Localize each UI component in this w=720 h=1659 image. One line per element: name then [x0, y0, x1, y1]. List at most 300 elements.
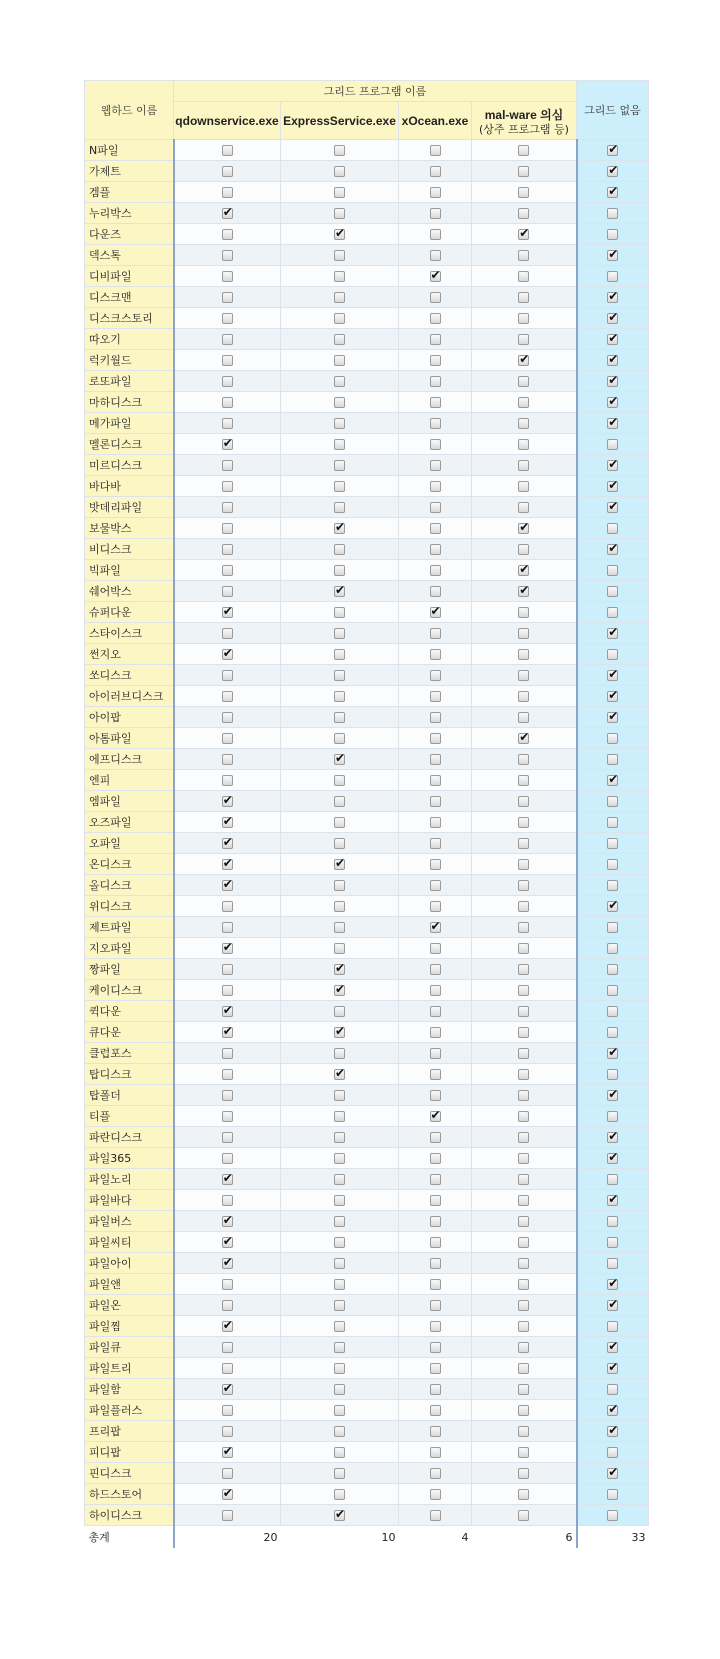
checked-checkbox[interactable]: [334, 523, 345, 534]
unchecked-checkbox[interactable]: [334, 439, 345, 450]
unchecked-checkbox[interactable]: [334, 1426, 345, 1437]
unchecked-checkbox[interactable]: [607, 649, 618, 660]
checked-checkbox[interactable]: [334, 859, 345, 870]
unchecked-checkbox[interactable]: [430, 943, 441, 954]
checked-checkbox[interactable]: [334, 964, 345, 975]
unchecked-checkbox[interactable]: [430, 796, 441, 807]
unchecked-checkbox[interactable]: [607, 229, 618, 240]
checked-checkbox[interactable]: [430, 271, 441, 282]
unchecked-checkbox[interactable]: [607, 1006, 618, 1017]
unchecked-checkbox[interactable]: [430, 817, 441, 828]
unchecked-checkbox[interactable]: [334, 1342, 345, 1353]
unchecked-checkbox[interactable]: [607, 1384, 618, 1395]
unchecked-checkbox[interactable]: [222, 544, 233, 555]
unchecked-checkbox[interactable]: [334, 502, 345, 513]
checked-checkbox[interactable]: [607, 1048, 618, 1059]
unchecked-checkbox[interactable]: [334, 922, 345, 933]
unchecked-checkbox[interactable]: [430, 376, 441, 387]
checked-checkbox[interactable]: [334, 1510, 345, 1521]
unchecked-checkbox[interactable]: [518, 985, 529, 996]
unchecked-checkbox[interactable]: [607, 796, 618, 807]
unchecked-checkbox[interactable]: [518, 313, 529, 324]
unchecked-checkbox[interactable]: [222, 1111, 233, 1122]
unchecked-checkbox[interactable]: [222, 292, 233, 303]
unchecked-checkbox[interactable]: [518, 1405, 529, 1416]
checked-checkbox[interactable]: [334, 1069, 345, 1080]
unchecked-checkbox[interactable]: [430, 481, 441, 492]
unchecked-checkbox[interactable]: [334, 649, 345, 660]
unchecked-checkbox[interactable]: [430, 1489, 441, 1500]
unchecked-checkbox[interactable]: [607, 1027, 618, 1038]
checked-checkbox[interactable]: [607, 1090, 618, 1101]
unchecked-checkbox[interactable]: [334, 292, 345, 303]
unchecked-checkbox[interactable]: [430, 733, 441, 744]
unchecked-checkbox[interactable]: [430, 1048, 441, 1059]
unchecked-checkbox[interactable]: [222, 901, 233, 912]
unchecked-checkbox[interactable]: [518, 838, 529, 849]
unchecked-checkbox[interactable]: [518, 859, 529, 870]
checked-checkbox[interactable]: [222, 649, 233, 660]
unchecked-checkbox[interactable]: [222, 334, 233, 345]
unchecked-checkbox[interactable]: [430, 1384, 441, 1395]
unchecked-checkbox[interactable]: [518, 691, 529, 702]
unchecked-checkbox[interactable]: [518, 1132, 529, 1143]
unchecked-checkbox[interactable]: [518, 376, 529, 387]
checked-checkbox[interactable]: [222, 607, 233, 618]
unchecked-checkbox[interactable]: [518, 880, 529, 891]
unchecked-checkbox[interactable]: [222, 481, 233, 492]
checked-checkbox[interactable]: [607, 187, 618, 198]
checked-checkbox[interactable]: [607, 334, 618, 345]
unchecked-checkbox[interactable]: [334, 775, 345, 786]
unchecked-checkbox[interactable]: [334, 1405, 345, 1416]
unchecked-checkbox[interactable]: [430, 1195, 441, 1206]
unchecked-checkbox[interactable]: [518, 754, 529, 765]
unchecked-checkbox[interactable]: [430, 649, 441, 660]
unchecked-checkbox[interactable]: [334, 397, 345, 408]
unchecked-checkbox[interactable]: [430, 838, 441, 849]
checked-checkbox[interactable]: [607, 145, 618, 156]
checked-checkbox[interactable]: [518, 355, 529, 366]
unchecked-checkbox[interactable]: [222, 271, 233, 282]
unchecked-checkbox[interactable]: [334, 880, 345, 891]
unchecked-checkbox[interactable]: [334, 1447, 345, 1458]
unchecked-checkbox[interactable]: [334, 271, 345, 282]
unchecked-checkbox[interactable]: [334, 460, 345, 471]
checked-checkbox[interactable]: [222, 1174, 233, 1185]
checked-checkbox[interactable]: [222, 943, 233, 954]
checked-checkbox[interactable]: [334, 985, 345, 996]
unchecked-checkbox[interactable]: [430, 1216, 441, 1227]
unchecked-checkbox[interactable]: [222, 712, 233, 723]
unchecked-checkbox[interactable]: [334, 376, 345, 387]
unchecked-checkbox[interactable]: [607, 880, 618, 891]
unchecked-checkbox[interactable]: [430, 1237, 441, 1248]
unchecked-checkbox[interactable]: [607, 943, 618, 954]
unchecked-checkbox[interactable]: [518, 796, 529, 807]
unchecked-checkbox[interactable]: [518, 1174, 529, 1185]
unchecked-checkbox[interactable]: [430, 565, 441, 576]
unchecked-checkbox[interactable]: [334, 208, 345, 219]
checked-checkbox[interactable]: [607, 1363, 618, 1374]
checked-checkbox[interactable]: [430, 607, 441, 618]
unchecked-checkbox[interactable]: [334, 1300, 345, 1311]
unchecked-checkbox[interactable]: [430, 544, 441, 555]
unchecked-checkbox[interactable]: [607, 1069, 618, 1080]
unchecked-checkbox[interactable]: [430, 1027, 441, 1038]
unchecked-checkbox[interactable]: [518, 1384, 529, 1395]
checked-checkbox[interactable]: [222, 1489, 233, 1500]
checked-checkbox[interactable]: [607, 1426, 618, 1437]
unchecked-checkbox[interactable]: [607, 1447, 618, 1458]
unchecked-checkbox[interactable]: [430, 187, 441, 198]
unchecked-checkbox[interactable]: [607, 1216, 618, 1227]
unchecked-checkbox[interactable]: [334, 418, 345, 429]
checked-checkbox[interactable]: [222, 859, 233, 870]
unchecked-checkbox[interactable]: [518, 1447, 529, 1458]
unchecked-checkbox[interactable]: [430, 1258, 441, 1269]
unchecked-checkbox[interactable]: [222, 1405, 233, 1416]
unchecked-checkbox[interactable]: [430, 418, 441, 429]
unchecked-checkbox[interactable]: [334, 1111, 345, 1122]
checked-checkbox[interactable]: [607, 460, 618, 471]
unchecked-checkbox[interactable]: [518, 607, 529, 618]
unchecked-checkbox[interactable]: [518, 1342, 529, 1353]
unchecked-checkbox[interactable]: [518, 460, 529, 471]
checked-checkbox[interactable]: [607, 1405, 618, 1416]
unchecked-checkbox[interactable]: [334, 901, 345, 912]
unchecked-checkbox[interactable]: [518, 1216, 529, 1227]
checked-checkbox[interactable]: [607, 481, 618, 492]
checked-checkbox[interactable]: [518, 229, 529, 240]
unchecked-checkbox[interactable]: [430, 355, 441, 366]
unchecked-checkbox[interactable]: [334, 1258, 345, 1269]
unchecked-checkbox[interactable]: [334, 1384, 345, 1395]
unchecked-checkbox[interactable]: [222, 1090, 233, 1101]
checked-checkbox[interactable]: [607, 1132, 618, 1143]
unchecked-checkbox[interactable]: [518, 208, 529, 219]
unchecked-checkbox[interactable]: [222, 1048, 233, 1059]
unchecked-checkbox[interactable]: [430, 1279, 441, 1290]
unchecked-checkbox[interactable]: [334, 250, 345, 261]
checked-checkbox[interactable]: [607, 901, 618, 912]
checked-checkbox[interactable]: [607, 502, 618, 513]
unchecked-checkbox[interactable]: [334, 145, 345, 156]
unchecked-checkbox[interactable]: [430, 439, 441, 450]
unchecked-checkbox[interactable]: [430, 985, 441, 996]
unchecked-checkbox[interactable]: [222, 1153, 233, 1164]
unchecked-checkbox[interactable]: [430, 670, 441, 681]
checked-checkbox[interactable]: [518, 586, 529, 597]
unchecked-checkbox[interactable]: [430, 334, 441, 345]
unchecked-checkbox[interactable]: [222, 964, 233, 975]
unchecked-checkbox[interactable]: [430, 586, 441, 597]
unchecked-checkbox[interactable]: [334, 733, 345, 744]
checked-checkbox[interactable]: [222, 1027, 233, 1038]
unchecked-checkbox[interactable]: [518, 628, 529, 639]
checked-checkbox[interactable]: [430, 922, 441, 933]
checked-checkbox[interactable]: [607, 397, 618, 408]
checked-checkbox[interactable]: [222, 1321, 233, 1332]
checked-checkbox[interactable]: [222, 880, 233, 891]
unchecked-checkbox[interactable]: [607, 1258, 618, 1269]
unchecked-checkbox[interactable]: [518, 943, 529, 954]
unchecked-checkbox[interactable]: [430, 1069, 441, 1080]
checked-checkbox[interactable]: [607, 628, 618, 639]
unchecked-checkbox[interactable]: [334, 670, 345, 681]
unchecked-checkbox[interactable]: [518, 292, 529, 303]
unchecked-checkbox[interactable]: [222, 691, 233, 702]
unchecked-checkbox[interactable]: [518, 166, 529, 177]
checked-checkbox[interactable]: [222, 1216, 233, 1227]
unchecked-checkbox[interactable]: [430, 1447, 441, 1458]
unchecked-checkbox[interactable]: [222, 985, 233, 996]
unchecked-checkbox[interactable]: [222, 523, 233, 534]
unchecked-checkbox[interactable]: [518, 271, 529, 282]
unchecked-checkbox[interactable]: [222, 166, 233, 177]
unchecked-checkbox[interactable]: [334, 1132, 345, 1143]
unchecked-checkbox[interactable]: [222, 922, 233, 933]
unchecked-checkbox[interactable]: [222, 670, 233, 681]
unchecked-checkbox[interactable]: [430, 1510, 441, 1521]
unchecked-checkbox[interactable]: [430, 1426, 441, 1437]
unchecked-checkbox[interactable]: [518, 145, 529, 156]
unchecked-checkbox[interactable]: [430, 460, 441, 471]
unchecked-checkbox[interactable]: [430, 901, 441, 912]
unchecked-checkbox[interactable]: [334, 313, 345, 324]
unchecked-checkbox[interactable]: [518, 1090, 529, 1101]
unchecked-checkbox[interactable]: [430, 775, 441, 786]
unchecked-checkbox[interactable]: [222, 754, 233, 765]
unchecked-checkbox[interactable]: [334, 1489, 345, 1500]
unchecked-checkbox[interactable]: [607, 859, 618, 870]
unchecked-checkbox[interactable]: [518, 649, 529, 660]
unchecked-checkbox[interactable]: [334, 838, 345, 849]
unchecked-checkbox[interactable]: [334, 1090, 345, 1101]
unchecked-checkbox[interactable]: [518, 922, 529, 933]
checked-checkbox[interactable]: [607, 313, 618, 324]
unchecked-checkbox[interactable]: [334, 166, 345, 177]
unchecked-checkbox[interactable]: [334, 1279, 345, 1290]
checked-checkbox[interactable]: [222, 1384, 233, 1395]
checked-checkbox[interactable]: [222, 1006, 233, 1017]
unchecked-checkbox[interactable]: [334, 1153, 345, 1164]
unchecked-checkbox[interactable]: [607, 1321, 618, 1332]
unchecked-checkbox[interactable]: [334, 1195, 345, 1206]
checked-checkbox[interactable]: [222, 838, 233, 849]
checked-checkbox[interactable]: [607, 1195, 618, 1206]
checked-checkbox[interactable]: [607, 376, 618, 387]
unchecked-checkbox[interactable]: [518, 670, 529, 681]
unchecked-checkbox[interactable]: [518, 1048, 529, 1059]
unchecked-checkbox[interactable]: [222, 1195, 233, 1206]
unchecked-checkbox[interactable]: [222, 145, 233, 156]
unchecked-checkbox[interactable]: [430, 1006, 441, 1017]
unchecked-checkbox[interactable]: [518, 901, 529, 912]
unchecked-checkbox[interactable]: [518, 187, 529, 198]
unchecked-checkbox[interactable]: [607, 1489, 618, 1500]
unchecked-checkbox[interactable]: [518, 1237, 529, 1248]
checked-checkbox[interactable]: [607, 1300, 618, 1311]
unchecked-checkbox[interactable]: [334, 1321, 345, 1332]
unchecked-checkbox[interactable]: [518, 1321, 529, 1332]
checked-checkbox[interactable]: [222, 208, 233, 219]
checked-checkbox[interactable]: [334, 754, 345, 765]
unchecked-checkbox[interactable]: [430, 1321, 441, 1332]
unchecked-checkbox[interactable]: [430, 1174, 441, 1185]
unchecked-checkbox[interactable]: [607, 271, 618, 282]
unchecked-checkbox[interactable]: [222, 586, 233, 597]
unchecked-checkbox[interactable]: [334, 628, 345, 639]
unchecked-checkbox[interactable]: [222, 1468, 233, 1479]
unchecked-checkbox[interactable]: [607, 754, 618, 765]
checked-checkbox[interactable]: [607, 418, 618, 429]
unchecked-checkbox[interactable]: [430, 1405, 441, 1416]
unchecked-checkbox[interactable]: [222, 1069, 233, 1080]
unchecked-checkbox[interactable]: [518, 817, 529, 828]
checked-checkbox[interactable]: [430, 1111, 441, 1122]
unchecked-checkbox[interactable]: [222, 775, 233, 786]
checked-checkbox[interactable]: [518, 733, 529, 744]
unchecked-checkbox[interactable]: [334, 481, 345, 492]
unchecked-checkbox[interactable]: [222, 460, 233, 471]
unchecked-checkbox[interactable]: [518, 1468, 529, 1479]
unchecked-checkbox[interactable]: [430, 628, 441, 639]
checked-checkbox[interactable]: [607, 1153, 618, 1164]
unchecked-checkbox[interactable]: [430, 166, 441, 177]
checked-checkbox[interactable]: [607, 1342, 618, 1353]
unchecked-checkbox[interactable]: [430, 313, 441, 324]
unchecked-checkbox[interactable]: [222, 355, 233, 366]
unchecked-checkbox[interactable]: [222, 1363, 233, 1374]
unchecked-checkbox[interactable]: [518, 1489, 529, 1500]
checked-checkbox[interactable]: [607, 712, 618, 723]
checked-checkbox[interactable]: [518, 565, 529, 576]
checked-checkbox[interactable]: [222, 796, 233, 807]
unchecked-checkbox[interactable]: [222, 1426, 233, 1437]
unchecked-checkbox[interactable]: [222, 1132, 233, 1143]
unchecked-checkbox[interactable]: [430, 691, 441, 702]
unchecked-checkbox[interactable]: [222, 733, 233, 744]
checked-checkbox[interactable]: [334, 229, 345, 240]
unchecked-checkbox[interactable]: [334, 1363, 345, 1374]
checked-checkbox[interactable]: [334, 586, 345, 597]
unchecked-checkbox[interactable]: [334, 1237, 345, 1248]
unchecked-checkbox[interactable]: [607, 565, 618, 576]
unchecked-checkbox[interactable]: [222, 313, 233, 324]
unchecked-checkbox[interactable]: [334, 691, 345, 702]
unchecked-checkbox[interactable]: [222, 250, 233, 261]
unchecked-checkbox[interactable]: [518, 1027, 529, 1038]
unchecked-checkbox[interactable]: [430, 1342, 441, 1353]
unchecked-checkbox[interactable]: [518, 1006, 529, 1017]
unchecked-checkbox[interactable]: [430, 712, 441, 723]
unchecked-checkbox[interactable]: [607, 1510, 618, 1521]
unchecked-checkbox[interactable]: [334, 544, 345, 555]
unchecked-checkbox[interactable]: [518, 397, 529, 408]
checked-checkbox[interactable]: [222, 1258, 233, 1269]
checked-checkbox[interactable]: [222, 1447, 233, 1458]
unchecked-checkbox[interactable]: [222, 1510, 233, 1521]
unchecked-checkbox[interactable]: [334, 943, 345, 954]
unchecked-checkbox[interactable]: [518, 1279, 529, 1290]
unchecked-checkbox[interactable]: [430, 397, 441, 408]
checked-checkbox[interactable]: [607, 691, 618, 702]
checked-checkbox[interactable]: [607, 670, 618, 681]
unchecked-checkbox[interactable]: [222, 1342, 233, 1353]
unchecked-checkbox[interactable]: [334, 187, 345, 198]
unchecked-checkbox[interactable]: [334, 1174, 345, 1185]
checked-checkbox[interactable]: [607, 250, 618, 261]
checked-checkbox[interactable]: [607, 775, 618, 786]
unchecked-checkbox[interactable]: [607, 922, 618, 933]
checked-checkbox[interactable]: [607, 1468, 618, 1479]
unchecked-checkbox[interactable]: [518, 1153, 529, 1164]
unchecked-checkbox[interactable]: [430, 292, 441, 303]
unchecked-checkbox[interactable]: [518, 502, 529, 513]
unchecked-checkbox[interactable]: [222, 565, 233, 576]
unchecked-checkbox[interactable]: [334, 1006, 345, 1017]
checked-checkbox[interactable]: [334, 1027, 345, 1038]
unchecked-checkbox[interactable]: [222, 376, 233, 387]
unchecked-checkbox[interactable]: [430, 250, 441, 261]
unchecked-checkbox[interactable]: [518, 1069, 529, 1080]
unchecked-checkbox[interactable]: [430, 859, 441, 870]
unchecked-checkbox[interactable]: [430, 754, 441, 765]
unchecked-checkbox[interactable]: [518, 1300, 529, 1311]
unchecked-checkbox[interactable]: [334, 712, 345, 723]
unchecked-checkbox[interactable]: [518, 775, 529, 786]
unchecked-checkbox[interactable]: [607, 208, 618, 219]
unchecked-checkbox[interactable]: [222, 418, 233, 429]
unchecked-checkbox[interactable]: [334, 1048, 345, 1059]
unchecked-checkbox[interactable]: [430, 502, 441, 513]
unchecked-checkbox[interactable]: [430, 1090, 441, 1101]
unchecked-checkbox[interactable]: [430, 1363, 441, 1374]
unchecked-checkbox[interactable]: [518, 964, 529, 975]
unchecked-checkbox[interactable]: [607, 985, 618, 996]
unchecked-checkbox[interactable]: [518, 1111, 529, 1122]
checked-checkbox[interactable]: [222, 439, 233, 450]
unchecked-checkbox[interactable]: [430, 1300, 441, 1311]
unchecked-checkbox[interactable]: [518, 481, 529, 492]
unchecked-checkbox[interactable]: [518, 250, 529, 261]
checked-checkbox[interactable]: [607, 544, 618, 555]
checked-checkbox[interactable]: [607, 292, 618, 303]
unchecked-checkbox[interactable]: [607, 838, 618, 849]
unchecked-checkbox[interactable]: [222, 628, 233, 639]
unchecked-checkbox[interactable]: [334, 817, 345, 828]
unchecked-checkbox[interactable]: [222, 397, 233, 408]
unchecked-checkbox[interactable]: [430, 1132, 441, 1143]
unchecked-checkbox[interactable]: [607, 439, 618, 450]
unchecked-checkbox[interactable]: [334, 1216, 345, 1227]
unchecked-checkbox[interactable]: [334, 355, 345, 366]
unchecked-checkbox[interactable]: [430, 880, 441, 891]
unchecked-checkbox[interactable]: [430, 1153, 441, 1164]
unchecked-checkbox[interactable]: [222, 187, 233, 198]
unchecked-checkbox[interactable]: [518, 418, 529, 429]
unchecked-checkbox[interactable]: [334, 334, 345, 345]
checked-checkbox[interactable]: [222, 1237, 233, 1248]
unchecked-checkbox[interactable]: [430, 229, 441, 240]
unchecked-checkbox[interactable]: [518, 334, 529, 345]
unchecked-checkbox[interactable]: [430, 523, 441, 534]
checked-checkbox[interactable]: [607, 166, 618, 177]
unchecked-checkbox[interactable]: [518, 712, 529, 723]
unchecked-checkbox[interactable]: [607, 523, 618, 534]
unchecked-checkbox[interactable]: [334, 607, 345, 618]
